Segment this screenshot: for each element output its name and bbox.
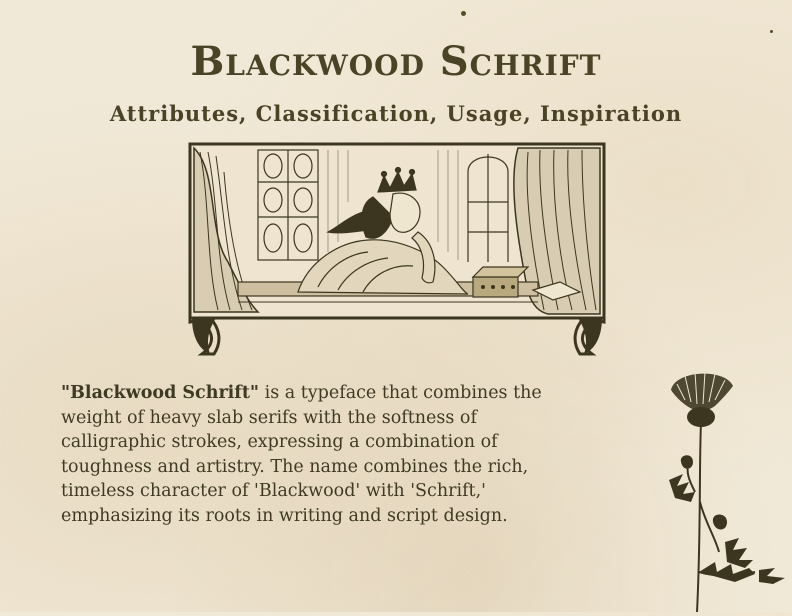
paper-speck	[770, 30, 773, 33]
quote-close: "	[249, 383, 260, 403]
page-title: Blackwood Schrift	[190, 38, 602, 85]
thistle-flower-icon	[655, 362, 792, 612]
font-name	[61, 383, 259, 403]
description-text: is a typeface that combines the weight of heavy slab serifs with the softness of calligraphic strokes, expressing a combination of toughness and artistry. The name combines the rich, timeless character of 'Blackwood' with 'Schrift,' emphasizing its roots in writing and script design.	[61, 383, 542, 526]
queen-at-window-engraving-icon	[188, 142, 606, 357]
paper-speck	[461, 11, 466, 16]
font-name-text: Blackwood Schrift	[70, 383, 250, 403]
quote-open: "	[61, 383, 71, 403]
description-paragraph	[61, 381, 561, 528]
page-subtitle: Attributes, Classification, Usage, Inspiration	[109, 101, 683, 126]
